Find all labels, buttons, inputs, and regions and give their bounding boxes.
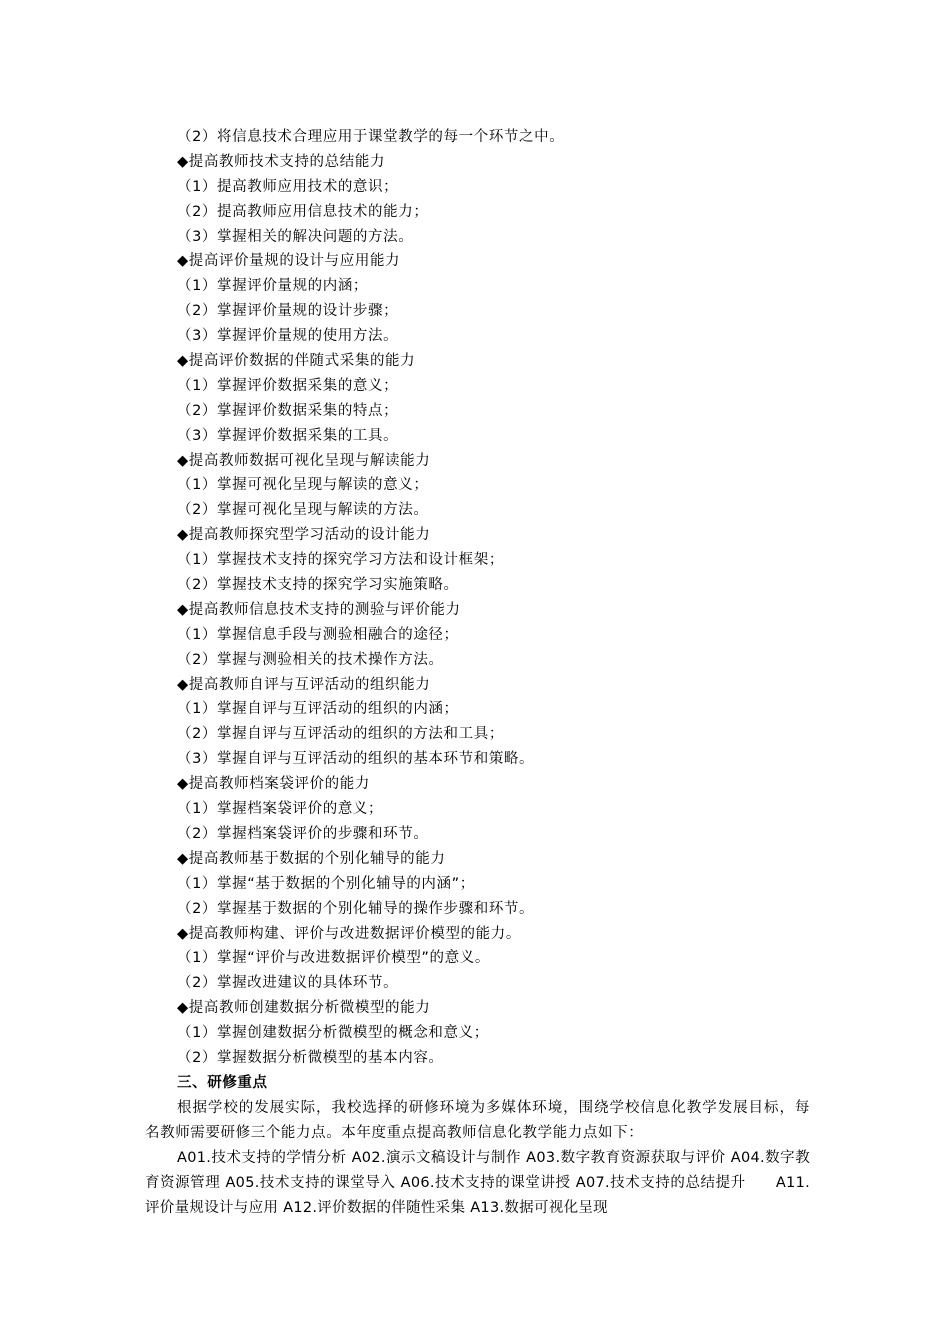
outline-heading: ◆提高教师信息技术支持的测验与评价能力 bbox=[177, 601, 461, 618]
outline-item: （1）掌握技术支持的探究学习方法和设计框架； bbox=[177, 552, 504, 569]
outline-item: （2）掌握档案袋评价的步骤和环节。 bbox=[177, 825, 429, 842]
outline-item: （1）掌握自评与互评活动的组织的内涵； bbox=[177, 701, 459, 718]
outline-item: （2）掌握基于数据的个别化辅导的操作步骤和环节。 bbox=[177, 900, 535, 917]
outline-heading: ◆提高教师档案袋评价的能力 bbox=[177, 776, 370, 793]
outline-item: （2）掌握技术支持的探究学习实施策略。 bbox=[177, 577, 459, 594]
outline-item: （2）掌握改进建议的具体环节。 bbox=[177, 975, 399, 992]
outline-item: （2）掌握评价量规的设计步骤； bbox=[177, 303, 399, 320]
outline-item: （1）提高教师应用技术的意识； bbox=[177, 178, 399, 195]
outline-item: （2）提高教师应用信息技术的能力； bbox=[177, 203, 429, 220]
outline-item: （1）掌握信息手段与测验相融合的途径； bbox=[177, 626, 459, 643]
outline-item: （3）掌握相关的解决问题的方法。 bbox=[177, 228, 414, 245]
outline-heading: ◆提高教师构建、评价与改进数据评价模型的能力。 bbox=[177, 925, 521, 942]
outline-heading: ◆提高教师创建数据分析微模型的能力 bbox=[177, 1000, 431, 1017]
outline-item: （1）掌握可视化呈现与解读的意义； bbox=[177, 477, 429, 494]
outline-heading: ◆提高教师探究型学习活动的设计能力 bbox=[177, 527, 431, 544]
outline-heading: ◆提高评价数据的伴随式采集的能力 bbox=[177, 353, 416, 370]
outline-item: （1）掌握评价数据采集的意义； bbox=[177, 377, 399, 394]
outline-item: （1）掌握评价量规的内涵； bbox=[177, 278, 369, 295]
outline-item: （1）掌握“评价与改进数据评价模型”的意义。 bbox=[177, 950, 490, 967]
document-body bbox=[145, 125, 810, 1222]
outline-item: （2）掌握自评与互评活动的组织的方法和工具； bbox=[177, 726, 504, 743]
outline-item: （3）掌握评价量规的使用方法。 bbox=[177, 328, 399, 345]
outline-item: （1）掌握档案袋评价的意义； bbox=[177, 801, 384, 818]
outline-heading: ◆提高教师数据可视化呈现与解读能力 bbox=[177, 452, 431, 469]
section-heading: 三、研修重点 bbox=[177, 1074, 268, 1091]
outline-item: （2）掌握数据分析微模型的基本内容。 bbox=[177, 1049, 444, 1066]
outline-item: （3）掌握自评与互评活动的组织的基本环节和策略。 bbox=[177, 751, 535, 768]
outline-heading: ◆提高教师技术支持的总结能力 bbox=[177, 153, 386, 170]
outline-item: （2）将信息技术合理应用于课堂教学的每一个环节之中。 bbox=[177, 129, 565, 145]
ability-points-paragraph: A01.技术支持的学情分析 A02.演示文稿设计与制作 A03.数字教育资源获取与评价 A04.数字教育资源管理 A05.技术支持的课堂导入 A06.技术支持的课堂讲授 A07.技术支持的总结提升 A11.评价量规设计与应用 A12.评价数据的伴随性采集 A13.数据可视化呈现 bbox=[145, 1149, 810, 1217]
outline-list bbox=[145, 125, 810, 1071]
body-paragraph: 根据学校的发展实际，我校选择的研修环境为多媒体环境，围绕学校信息化教学发展目标，每名教师需要研修三个能力点。本年度重点提高教师信息化教学能力点如下： bbox=[145, 1099, 810, 1141]
outline-item: （2）掌握可视化呈现与解读的方法。 bbox=[177, 502, 429, 519]
outline-heading: ◆提高教师自评与互评活动的组织能力 bbox=[177, 676, 431, 693]
outline-item: （3）掌握评价数据采集的工具。 bbox=[177, 427, 399, 444]
outline-heading: ◆提高评价量规的设计与应用能力 bbox=[177, 253, 401, 270]
outline-item: （1）掌握“基于数据的个别化辅导的内涵”； bbox=[177, 875, 475, 892]
outline-item: （2）掌握与测验相关的技术操作方法。 bbox=[177, 651, 444, 668]
outline-heading: ◆提高教师基于数据的个别化辅导的能力 bbox=[177, 850, 446, 867]
outline-item: （1）掌握创建数据分析微模型的概念和意义； bbox=[177, 1025, 489, 1042]
outline-item: （2）掌握评价数据采集的特点； bbox=[177, 402, 399, 419]
